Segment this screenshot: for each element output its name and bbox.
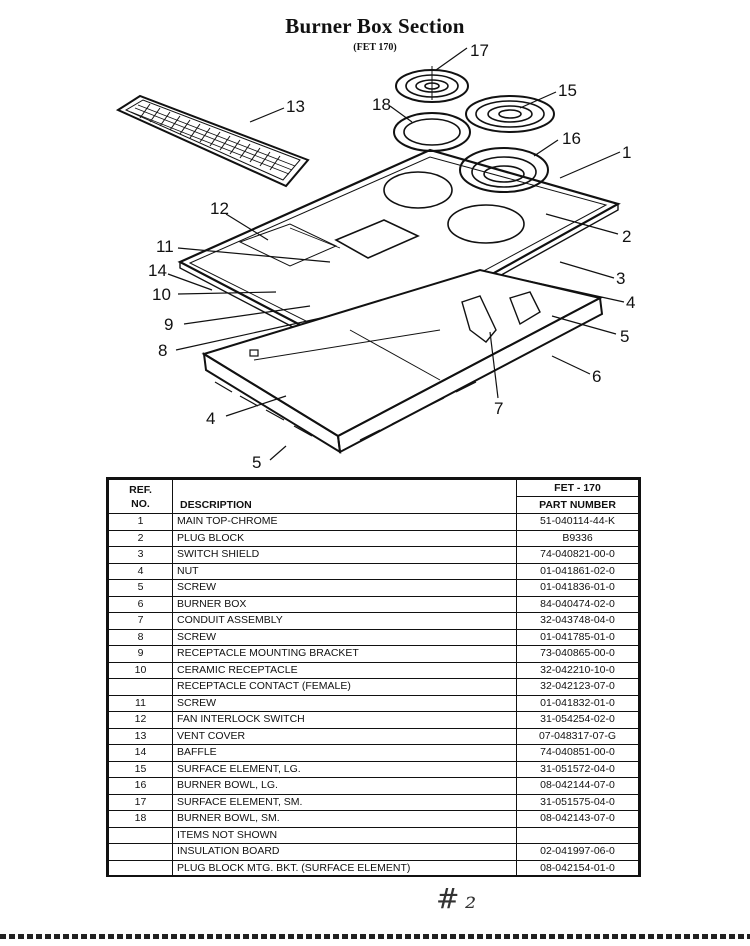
description-header: DESCRIPTION (173, 480, 517, 514)
part-number-cell: 74-040821-00-0 (517, 547, 639, 564)
callout-15: 15 (558, 81, 577, 100)
description-cell: MAIN TOP-CHROME (173, 514, 517, 531)
part-number-cell: 32-042123-07-0 (517, 679, 639, 696)
callout-5-lower: 5 (252, 453, 262, 472)
callout-6: 6 (592, 367, 602, 386)
description-cell: NUT (173, 563, 517, 580)
ref-cell (109, 860, 173, 877)
table-row (109, 646, 639, 663)
description-cell: BURNER BOX (173, 596, 517, 613)
table-row (109, 778, 639, 795)
table-row (109, 761, 639, 778)
description-cell: CERAMIC RECEPTACLE (173, 662, 517, 679)
part-number-cell: 08-042154-01-0 (517, 860, 639, 877)
part-number-cell: 31-051572-04-0 (517, 761, 639, 778)
part-number-cell: 07-048317-07-G (517, 728, 639, 745)
ref-cell: 15 (109, 761, 173, 778)
description-cell: BURNER BOWL, SM. (173, 811, 517, 828)
ref-cell: 3 (109, 547, 173, 564)
ref-cell: 4 (109, 563, 173, 580)
table-row (109, 844, 639, 861)
description-cell: ITEMS NOT SHOWN (173, 827, 517, 844)
part-number-cell (517, 827, 639, 844)
ref-cell: 11 (109, 695, 173, 712)
part-number-cell: 02-041997-06-0 (517, 844, 639, 861)
description-cell: SWITCH SHIELD (173, 547, 517, 564)
ref-cell: 18 (109, 811, 173, 828)
callout-18: 18 (372, 95, 391, 114)
callout-16: 16 (562, 129, 581, 148)
part-number-cell: 08-042144-07-0 (517, 778, 639, 795)
page-subtitle: (FET 170) (353, 42, 397, 53)
ref-cell: 10 (109, 662, 173, 679)
ref-cell: 17 (109, 794, 173, 811)
ref-cell: 8 (109, 629, 173, 646)
ref-cell: 7 (109, 613, 173, 630)
description-cell: SCREW (173, 580, 517, 597)
callout-7: 7 (494, 399, 504, 418)
callout-3: 3 (616, 269, 626, 288)
handwritten-mark: # ₂ (436, 882, 477, 915)
table-row (109, 679, 639, 696)
part-number-cell: 73-040865-00-0 (517, 646, 639, 663)
table-row (109, 596, 639, 613)
callout-17: 17 (470, 41, 489, 60)
table-row (109, 827, 639, 844)
description-cell: VENT COVER (173, 728, 517, 745)
part-number-cell: 51-040114-44-K (517, 514, 639, 531)
ref-header-line1: REF. (129, 483, 152, 496)
ref-cell: 12 (109, 712, 173, 729)
part-number-cell: 01-041832-01-0 (517, 695, 639, 712)
callout-11: 11 (156, 237, 174, 256)
description-cell: FAN INTERLOCK SWITCH (173, 712, 517, 729)
part-number-cell: 01-041861-02-0 (517, 563, 639, 580)
part-number-header: PART NUMBER (517, 497, 639, 514)
part-number-cell: 01-041836-01-0 (517, 580, 639, 597)
page-title: Burner Box Section (285, 14, 465, 38)
table-row (109, 712, 639, 729)
part-number-cell: 01-041785-01-0 (517, 629, 639, 646)
part-number-cell: 74-040851-00-0 (517, 745, 639, 762)
table-row (109, 728, 639, 745)
description-cell: CONDUIT ASSEMBLY (173, 613, 517, 630)
description-cell: SCREW (173, 695, 517, 712)
description-cell: PLUG BLOCK (173, 530, 517, 547)
callout-8: 8 (158, 341, 168, 360)
table-row (109, 530, 639, 547)
ref-header (109, 480, 173, 514)
table-row (109, 514, 639, 531)
scan-edge (0, 934, 750, 939)
ref-cell: 2 (109, 530, 173, 547)
parts-table (108, 479, 639, 877)
description-cell: SURFACE ELEMENT, LG. (173, 761, 517, 778)
ref-cell: 9 (109, 646, 173, 663)
callout-2: 2 (622, 227, 632, 246)
table-row (109, 613, 639, 630)
ref-cell: 5 (109, 580, 173, 597)
model-header: FET - 170 (517, 480, 639, 497)
callout-5: 5 (620, 327, 630, 346)
part-number-cell: B9336 (517, 530, 639, 547)
part-number-cell: 31-051575-04-0 (517, 794, 639, 811)
description-cell: SURFACE ELEMENT, SM. (173, 794, 517, 811)
ref-cell: 6 (109, 596, 173, 613)
table-row (109, 811, 639, 828)
description-cell: RECEPTACLE MOUNTING BRACKET (173, 646, 517, 663)
table-row (109, 794, 639, 811)
table-row (109, 547, 639, 564)
callout-9: 9 (164, 315, 174, 334)
callout-13: 13 (286, 97, 305, 116)
callout-12: 12 (210, 199, 229, 218)
part-number-cell: 08-042143-07-0 (517, 811, 639, 828)
description-cell: RECEPTACLE CONTACT (FEMALE) (173, 679, 517, 696)
ref-cell: 14 (109, 745, 173, 762)
table-header-row-1 (109, 480, 639, 497)
callout-10: 10 (152, 285, 171, 304)
table-row (109, 563, 639, 580)
ref-cell (109, 679, 173, 696)
ref-cell: 16 (109, 778, 173, 795)
table-row (109, 580, 639, 597)
table-row (109, 662, 639, 679)
description-cell: INSULATION BOARD (173, 844, 517, 861)
description-cell: SCREW (173, 629, 517, 646)
callout-4-lower: 4 (206, 409, 216, 428)
table-row (109, 629, 639, 646)
description-cell: BAFFLE (173, 745, 517, 762)
description-cell: PLUG BLOCK MTG. BKT. (SURFACE ELEMENT) (173, 860, 517, 877)
table-row (109, 695, 639, 712)
part-number-cell: 32-042210-10-0 (517, 662, 639, 679)
part-number-cell: 32-043748-04-0 (517, 613, 639, 630)
ref-cell: 1 (109, 514, 173, 531)
table-row (109, 860, 639, 877)
callout-1: 1 (622, 143, 632, 162)
part-number-cell: 31-054254-02-0 (517, 712, 639, 729)
ref-cell (109, 827, 173, 844)
callout-4: 4 (626, 293, 636, 312)
ref-cell (109, 844, 173, 861)
part-number-cell: 84-040474-02-0 (517, 596, 639, 613)
callout-14: 14 (148, 261, 167, 280)
table-row (109, 745, 639, 762)
ref-header-line2: NO. (131, 497, 150, 510)
description-cell: BURNER BOWL, LG. (173, 778, 517, 795)
ref-cell: 13 (109, 728, 173, 745)
